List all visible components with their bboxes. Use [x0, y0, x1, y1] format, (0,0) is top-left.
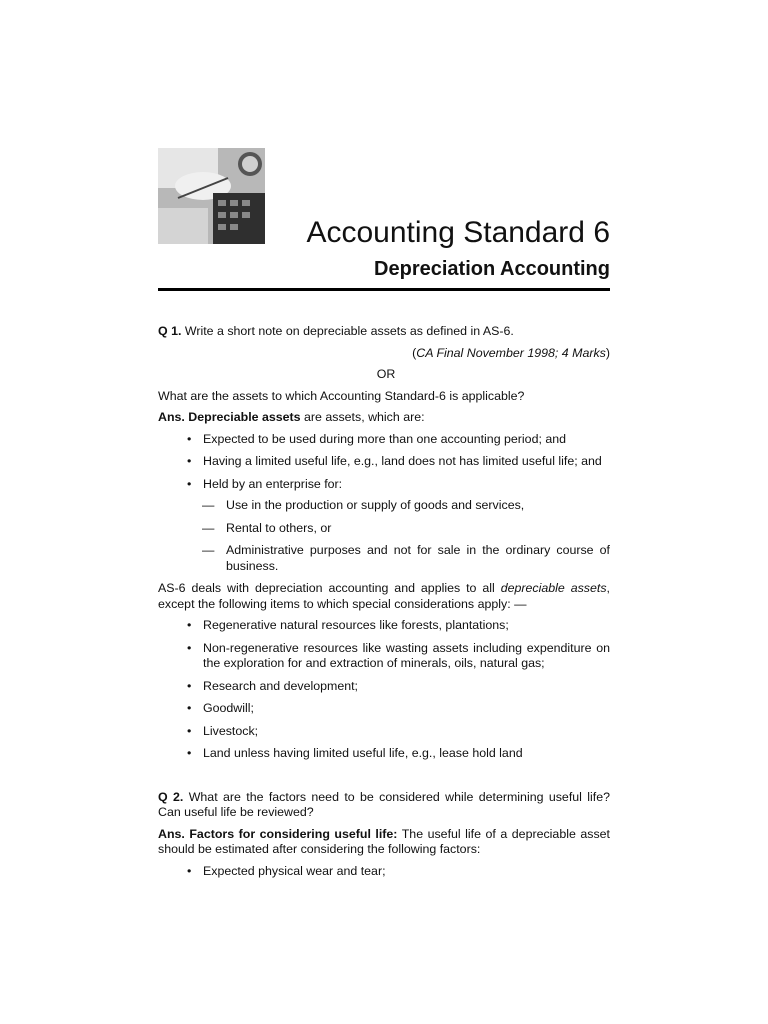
exceptions-list [158, 618, 610, 762]
list-item: • Regenerative natural resources like forests, plantations; [158, 618, 610, 634]
list-item: • Expected to be used during more than one accounting period; and [158, 432, 610, 448]
purpose-list [158, 498, 610, 574]
list-item: • Research and development; [158, 679, 610, 695]
or-separator: OR [376, 367, 396, 381]
list-item: • Non-regenerative resources like wasting assets including expenditure on the exploration for and extraction of minerals, oils, natural gas; [158, 641, 610, 672]
list-item: — Administrative purposes and not for sale in the ordinary course of business. [158, 543, 610, 574]
scope-text-b: , except the following items to which special considerations apply: — [158, 581, 610, 611]
chapter-title: Accounting Standard 6 [306, 216, 610, 249]
list-item [158, 477, 610, 493]
factors-list [158, 864, 610, 880]
answer-1-list [158, 432, 610, 493]
as6-scope-paragraph [158, 581, 610, 612]
answer-2-label: Ans. Factors for considering useful life: [158, 826, 398, 841]
question-1-citation: (CA Final November 1998; 4 Marks) [412, 345, 610, 360]
question-1-alt: What are the assets to which Accounting Standard-6 is applicable? [158, 388, 525, 403]
answer-1 [158, 410, 610, 426]
scope-text-a: AS-6 deals with depreciation accounting and applies to all [158, 581, 495, 595]
header-rule [158, 288, 610, 291]
chapter-subtitle: Depreciation Accounting [374, 258, 610, 280]
list-item: — Rental to others, or [158, 521, 610, 537]
answer-1-label: Ans. Depreciable assets [158, 410, 301, 424]
citation-text: CA Final November 1998; 4 Marks [416, 345, 606, 360]
list-item-text: Held by an enterprise for: [203, 476, 343, 491]
list-item: • Goodwill; [158, 701, 610, 717]
list-item: • Expected physical wear and tear; [158, 864, 610, 880]
question-2 [158, 790, 610, 821]
answer-2 [158, 827, 610, 858]
page [158, 148, 610, 886]
list-item: • Having a limited useful life, e.g., land does not has limited useful life; and [158, 454, 610, 470]
answer-2-text: The useful life of a depreciable asset should be estimated after considering the following factors: [158, 826, 610, 856]
body-content [158, 324, 610, 879]
question-2-text: What are the factors need to be considered while determining useful life? Can useful life be reviewed? [158, 789, 610, 819]
list-item: • Livestock; [158, 724, 610, 740]
chapter-photo [158, 148, 265, 244]
question-1 [158, 324, 610, 340]
question-2-label: Q 2. [158, 789, 184, 804]
list-item: • Land unless having limited useful life, e.g., lease hold land [158, 746, 610, 762]
chapter-header [158, 148, 610, 288]
question-1-text: Write a short note on depreciable assets as defined in AS-6. [184, 324, 514, 338]
question-1-label: Q 1. [158, 324, 182, 338]
answer-1-text: are assets, which are: [304, 410, 425, 424]
list-item: — Use in the production or supply of goods and services, [158, 498, 610, 514]
scope-text-italic: depreciable assets [500, 581, 607, 595]
